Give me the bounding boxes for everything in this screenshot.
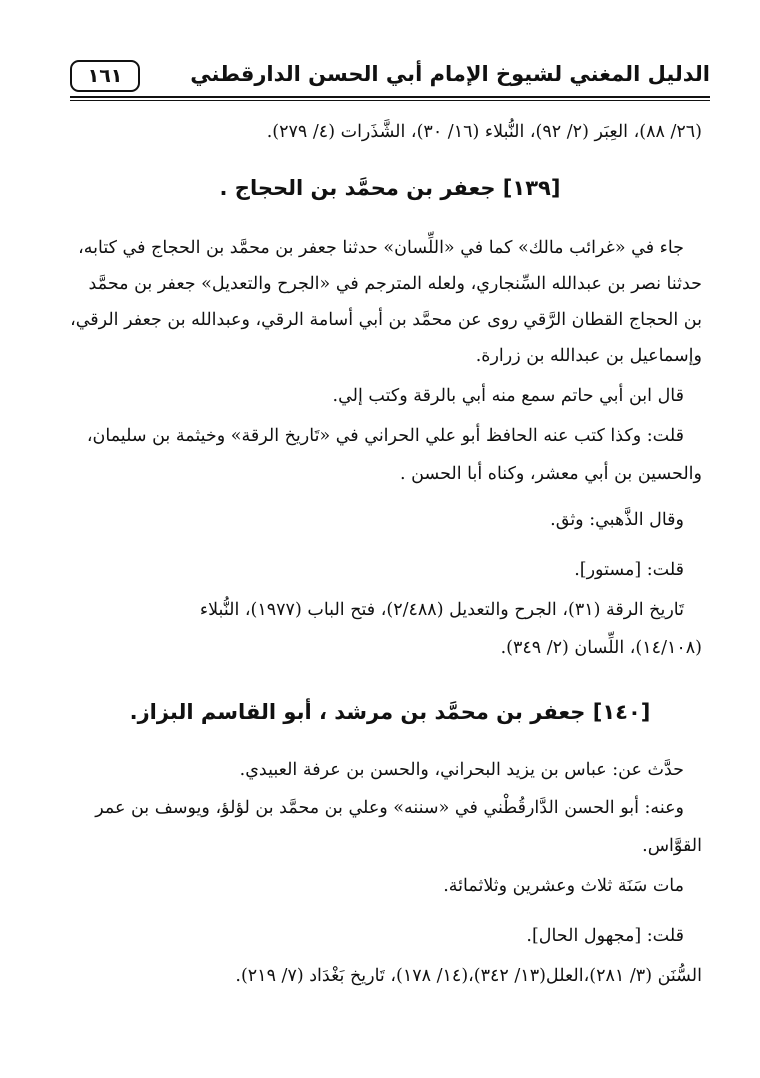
header-rule-thin [70,100,710,101]
paragraph-line: جاء في «غرائب مالك» كما في «اللِّسان» حدثنا جعفر بن محمَّد بن الحجاج في كتابه، [78,238,684,258]
page-number: ١٦١ [70,60,140,92]
verdict-line: قلت: [مستور]. [574,560,684,580]
paragraph-line: وعنه: أبو الحسن الدَّارقُطْني في «سننه» وعلي بن محمَّد بن لؤلؤ، ويوسف بن عمر [95,798,684,818]
page-header [70,58,710,98]
paragraph-line: بن الحجاج القطان الرَّقي روى عن محمَّد بن أبي أسامة الرقي، وعبدالله بن جعفر الرقي، [70,310,702,330]
paragraph-line: مات سَنَة ثلاث وعشرين وثلاثمائة. [443,876,684,896]
entry-heading-140: [١٤٠] جعفر بن محمَّد بن مرشد ، أبو القاسم البزاز. [129,700,651,724]
paragraph-line: قال ابن أبي حاتم سمع منه أبي بالرقة وكتب إلي. [332,386,684,406]
source-line: (١٤/١٠٨)، اللِّسان (٢/ ٣٤٩). [500,638,702,658]
paragraph-line: حدثنا نصر بن عبدالله السِّنجاري، ولعله المترجم في «الجرح والتعديل» جعفر بن محمَّد [88,274,702,294]
verdict-line: قلت: [مجهول الحال]. [526,926,684,946]
paragraph-line: قلت: وكذا كتب عنه الحافظ أبو علي الحراني في «تَاريخ الرقة» وخيثمة بن سليمان، [86,426,684,446]
entry-heading-139: [١٣٩] جعفر بن محمَّد بن الحجاج . [219,176,561,200]
source-line: (٢٦/ ٨٨)، العِبَر (٢/ ٩٢)، النُّبلاء (١٦/ ٣٠)، الشَّذَرات (٤/ ٢٧٩). [266,122,702,142]
header-rule [70,96,710,98]
source-line: تَاريخ الرقة (٣١)، الجرح والتعديل (٢/٤٨٨)، فتح الباب (١٩٧٧)، النُّبلاء [199,600,684,620]
source-line: السُّنَن (٣/ ٢٨١)،العلل(١٣/ ٣٤٢)،(١٤/ ١٧٨)، تَاريخ بَغْدَاد (٧/ ٢١٩). [235,966,702,986]
paragraph-line: والحسين بن أبي معشر، وكناه أبا الحسن . [400,464,702,484]
paragraph-line: وقال الذَّهبي: وثق. [550,510,684,530]
paragraph-line: حدَّث عن: عباس بن يزيد البحراني، والحسن بن عرفة العبيدي. [239,760,684,780]
running-title: الدليل المغني لشيوخ الإمام أبي الحسن الدارقطني [190,62,710,86]
paragraph-line: القوَّاس. [642,836,702,856]
paragraph-line: وإسماعيل بن عبدالله بن زرارة. [475,346,702,366]
